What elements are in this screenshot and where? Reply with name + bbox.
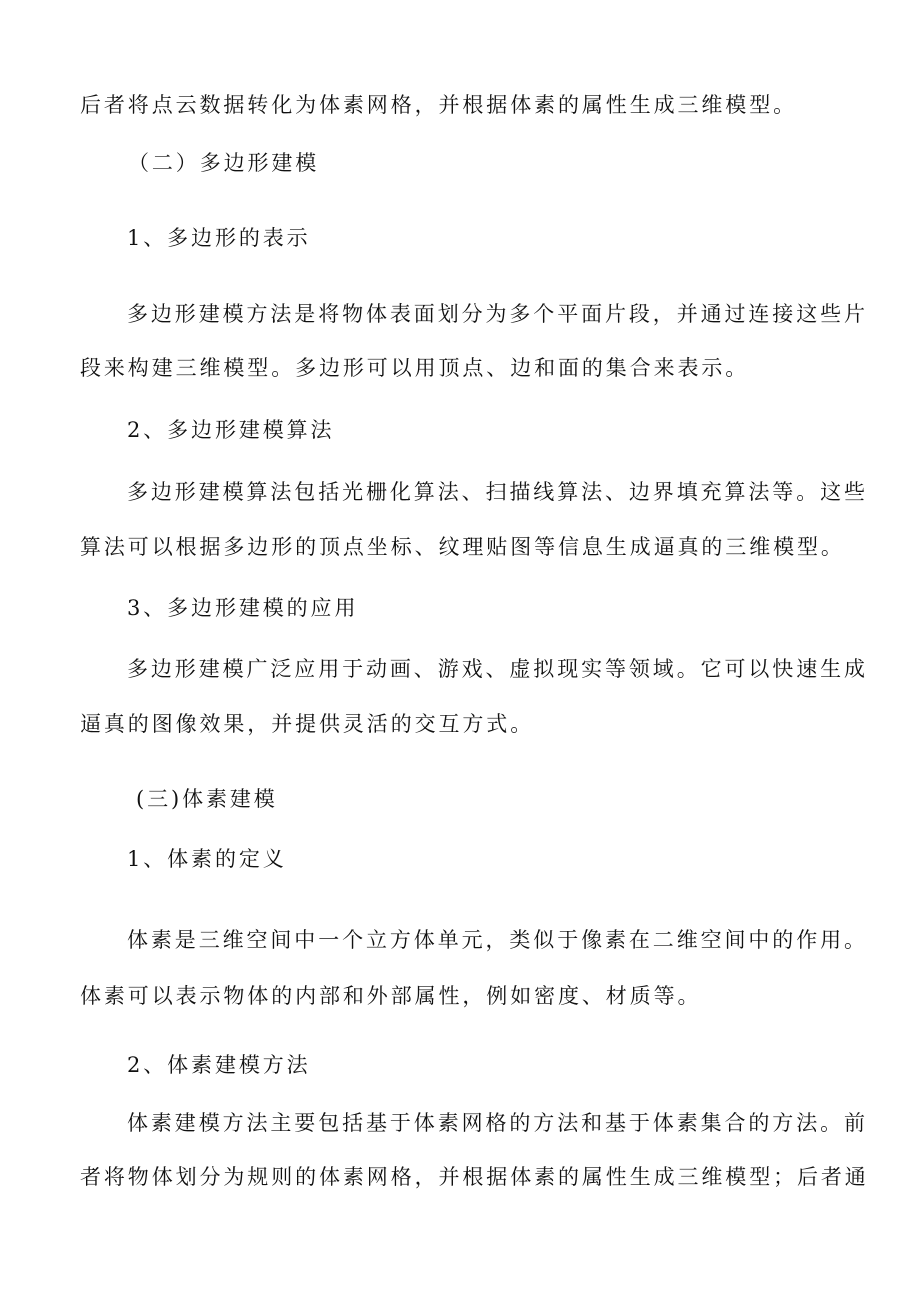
paragraph-line: 多边形建模算法包括光栅化算法、扫描线算法、边界填充算法等。这些 (127, 480, 868, 504)
paragraph-line: 多边形建模广泛应用于动画、游戏、虚拟现实等领域。它可以快速生成 (127, 657, 868, 681)
subheading-polygon-application: 3、多边形建模的应用 (127, 596, 359, 620)
subheading-polygon-representation: 1、多边形的表示 (127, 226, 311, 250)
section-heading-polygon-modeling: （二）多边形建模 (128, 151, 320, 175)
paragraph-line: 体素可以表示物体的内部和外部属性，例如密度、材质等。 (80, 984, 702, 1008)
subheading-voxel-definition: 1、体素的定义 (127, 847, 287, 871)
paragraph-line: 段来构建三维模型。多边形可以用顶点、边和面的集合来表示。 (80, 356, 750, 380)
paragraph-line: 体素建模方法主要包括基于体素网格的方法和基于体素集合的方法。前 (127, 1111, 868, 1135)
paragraph-line: 逼真的图像效果，并提供灵活的交互方式。 (80, 712, 535, 736)
subheading-voxel-method: 2、体素建模方法 (127, 1053, 311, 1077)
subheading-polygon-algorithm: 2、多边形建模算法 (127, 418, 335, 442)
paragraph-line: 者将物体划分为规则的体素网格，并根据体素的属性生成三维模型；后者通 (80, 1165, 869, 1189)
paragraph-line: 算法可以根据多边形的顶点坐标、纹理贴图等信息生成逼真的三维模型。 (80, 535, 845, 559)
section-heading-voxel-modeling: (三)体素建模 (136, 787, 278, 811)
paragraph-line: 多边形建模方法是将物体表面划分为多个平面片段，并通过连接这些片 (127, 302, 868, 326)
paragraph-line: 后者将点云数据转化为体素网格，并根据体素的属性生成三维模型。 (80, 93, 797, 117)
paragraph-line: 体素是三维空间中一个立方体单元，类似于像素在二维空间中的作用。 (127, 928, 868, 952)
